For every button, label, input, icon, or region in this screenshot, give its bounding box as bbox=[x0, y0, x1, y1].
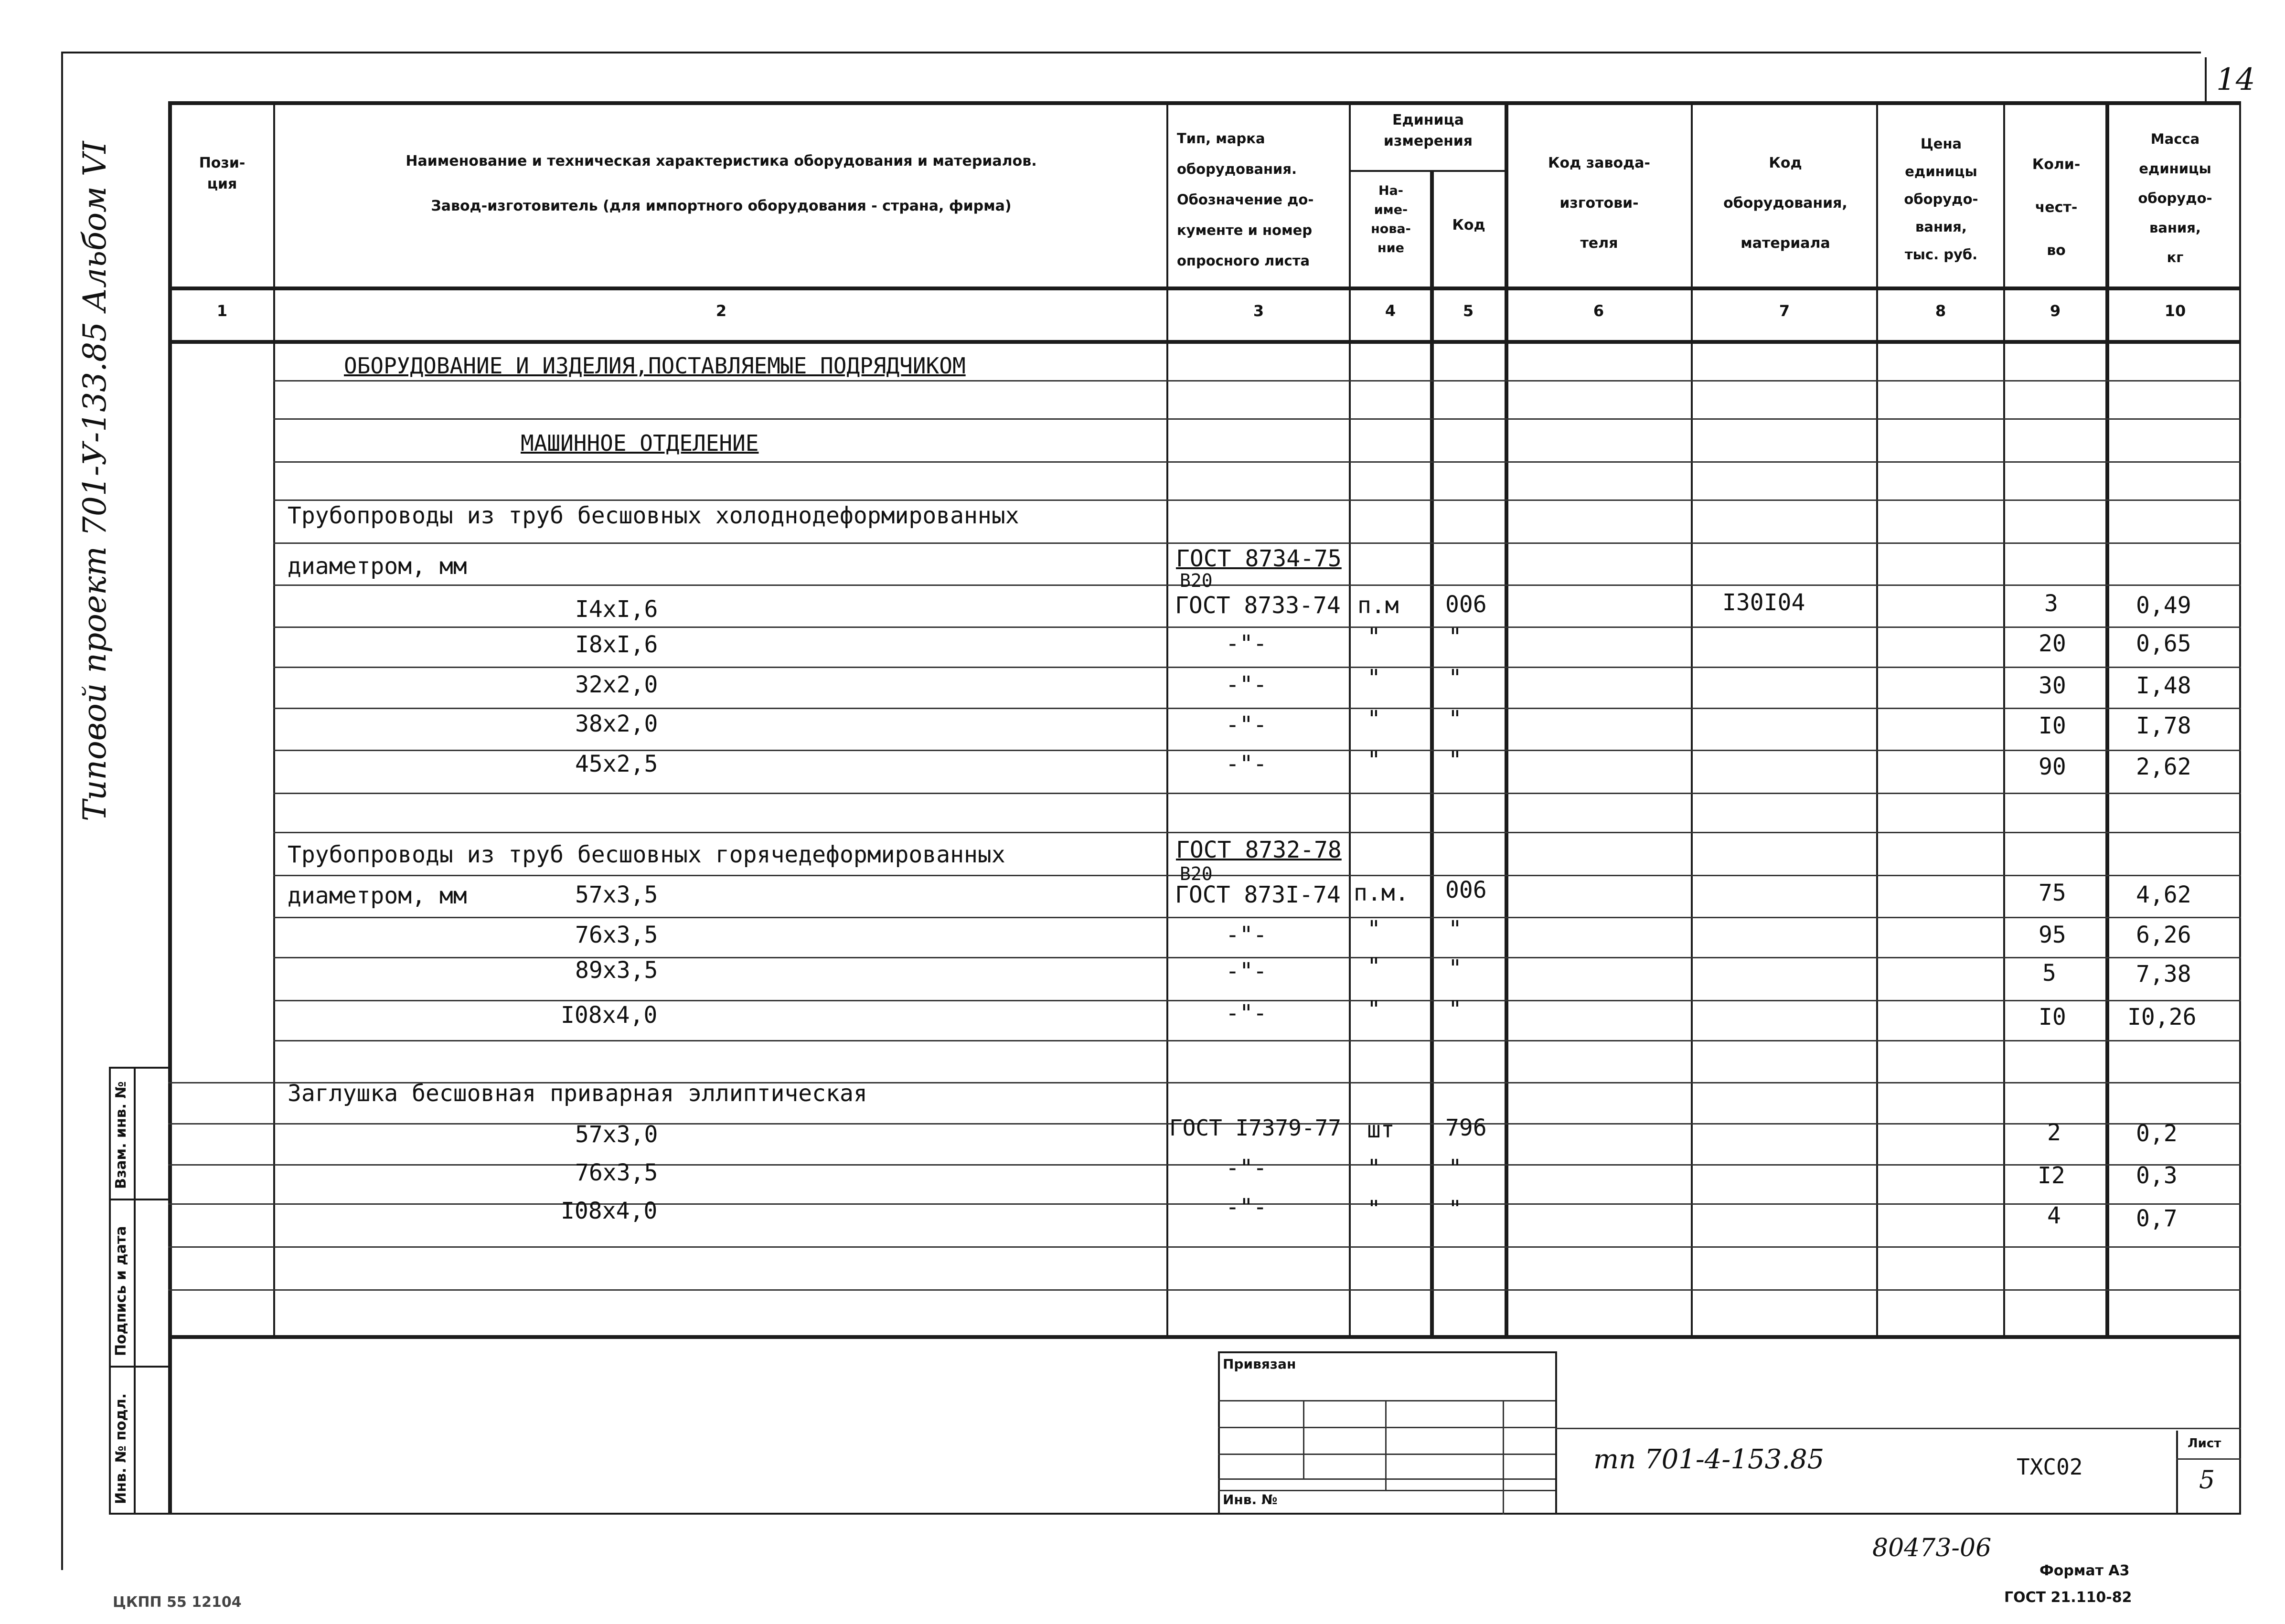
colnum-4: 4 bbox=[1385, 302, 1396, 320]
table-row-gost: -"- bbox=[1226, 1155, 1267, 1181]
row-line bbox=[168, 1289, 2241, 1291]
privyazan-label: Привязан bbox=[1223, 1356, 1296, 1372]
top-border-line bbox=[61, 52, 2201, 53]
colnum-6: 6 bbox=[1593, 302, 1604, 320]
stamp-vzam-inv: Взам. инв. № bbox=[113, 1081, 129, 1189]
table-row-gost: -"- bbox=[1226, 630, 1267, 657]
table-row-mass: I,78 bbox=[2136, 712, 2191, 739]
row-line bbox=[273, 499, 2241, 501]
table-left-line bbox=[168, 101, 172, 1515]
row-line bbox=[273, 461, 2241, 463]
table-row-mass: 6,26 bbox=[2136, 922, 2191, 948]
titleblock-line bbox=[1218, 1427, 1555, 1428]
format-label: Формат А3 bbox=[2039, 1562, 2130, 1579]
table-row-gost: ГОСТ I7379-77 bbox=[1169, 1115, 1342, 1141]
table-row-code: 006 bbox=[1445, 591, 1487, 618]
inv-no-label: Инв. № bbox=[1223, 1492, 1278, 1507]
table-row-gost: -"- bbox=[1226, 751, 1267, 777]
table-row-name: I08x4,0 bbox=[561, 1002, 658, 1029]
group1-steel: В20 bbox=[1180, 570, 1213, 591]
table-row-qty: 90 bbox=[2039, 754, 2066, 780]
section-subtitle: МАШИННОЕ ОТДЕЛЕНИЕ bbox=[521, 430, 759, 456]
sheet-corner-number: 14 bbox=[2216, 62, 2255, 97]
table-row-name: 32x2,0 bbox=[575, 671, 658, 698]
table-row-unit: " bbox=[1367, 706, 1381, 732]
doc-code: TXC02 bbox=[2017, 1454, 2083, 1480]
stamp-signature-date: Подпись и дата bbox=[113, 1226, 129, 1356]
table-row-gost: -"- bbox=[1226, 671, 1267, 698]
header-name-line2: Завод-изготовитель (для импортного оборудования - страна, фирма) bbox=[431, 198, 1012, 214]
table-row-mass: 0,3 bbox=[2136, 1162, 2178, 1189]
table-row-code: " bbox=[1448, 665, 1462, 691]
row-line bbox=[168, 1246, 2241, 1248]
row-line bbox=[168, 1164, 2241, 1166]
table-row-unit: п.м bbox=[1357, 592, 1399, 619]
group2-title: Трубопроводы из труб бесшовных горячедеформированных bbox=[288, 841, 1005, 868]
table-row-unit: " bbox=[1367, 1196, 1381, 1222]
table-row-code: " bbox=[1448, 955, 1462, 982]
table-row-mass: 0,7 bbox=[2136, 1205, 2178, 1232]
col-line-5 bbox=[1430, 172, 1434, 1337]
group2-gost-top: ГОСТ 8732-78 bbox=[1176, 837, 1342, 863]
group1-gost-top: ГОСТ 8734-75 bbox=[1176, 545, 1342, 572]
table-row-name: I4xI,6 bbox=[575, 596, 658, 623]
row-line bbox=[273, 832, 2241, 833]
side-stamp-mid bbox=[134, 1067, 136, 1515]
row-line bbox=[168, 1203, 2241, 1205]
titleblock-line bbox=[1503, 1400, 1504, 1515]
row-line bbox=[273, 418, 2241, 420]
header-unit-code: Код bbox=[1452, 217, 1485, 234]
titleblock-line bbox=[1218, 1400, 1555, 1401]
header-quantity: Коли- чест- во bbox=[2032, 156, 2081, 259]
titleblock-line bbox=[1218, 1490, 1555, 1491]
header-factory-code: Код завода- изготови- теля bbox=[1548, 155, 1650, 252]
table-row-unit: шт bbox=[1367, 1116, 1395, 1143]
table-row-name: 89x3,5 bbox=[575, 957, 658, 984]
table-row-name: 76x3,5 bbox=[575, 1159, 658, 1186]
table-row-mass: 2,62 bbox=[2136, 754, 2191, 780]
table-row-qty: 2 bbox=[2047, 1119, 2061, 1146]
colnum-1: 1 bbox=[216, 302, 228, 320]
colnum-2: 2 bbox=[715, 302, 727, 320]
row-line bbox=[273, 542, 2241, 544]
table-row-name: 45x2,5 bbox=[575, 751, 658, 777]
table-row-unit: " bbox=[1367, 747, 1381, 774]
sheet-number: 5 bbox=[2199, 1466, 2215, 1495]
gost-footer: ГОСТ 21.110-82 bbox=[2004, 1589, 2132, 1606]
table-row-code: " bbox=[1448, 706, 1462, 732]
group1-title: Трубопроводы из труб бесшовных холоднодеформированных bbox=[288, 502, 1019, 529]
table-row-code: " bbox=[1448, 1155, 1462, 1181]
titleblock-line bbox=[1218, 1351, 1557, 1353]
table-row-mass: 0,2 bbox=[2136, 1120, 2178, 1147]
sheet-box-line bbox=[2176, 1458, 2241, 1460]
table-row-qty: 75 bbox=[2039, 880, 2066, 906]
table-row-name: I08x4,0 bbox=[561, 1198, 658, 1224]
group1-diameter: диаметром, мм bbox=[288, 553, 467, 580]
left-border-line bbox=[61, 52, 63, 1570]
project-code: тп 701-4-153.85 bbox=[1593, 1444, 1825, 1475]
colnum-7: 7 bbox=[1779, 302, 1790, 320]
row-line bbox=[273, 1040, 2241, 1041]
unit-group-line bbox=[1349, 170, 1506, 172]
row-line bbox=[273, 584, 2241, 586]
table-row-qty: 20 bbox=[2039, 630, 2066, 657]
titleblock-line bbox=[1555, 1351, 1557, 1515]
table-top-line bbox=[168, 101, 2241, 105]
table-row-qty: I2 bbox=[2038, 1162, 2065, 1189]
table-row-name: 57x3,5 bbox=[575, 881, 658, 908]
table-row-material: I30I04 bbox=[1722, 589, 1805, 616]
handwritten-number: 80473-06 bbox=[1872, 1534, 1992, 1562]
table-row-code: 006 bbox=[1445, 877, 1487, 903]
row-line bbox=[273, 708, 2241, 709]
table-row-gost: -"- bbox=[1226, 711, 1267, 738]
row-line bbox=[273, 626, 2241, 628]
table-row-code: " bbox=[1448, 747, 1462, 774]
side-stamp-line bbox=[109, 1199, 168, 1200]
table-row-gost: -"- bbox=[1226, 958, 1267, 985]
table-row-mass: 7,38 bbox=[2136, 961, 2191, 987]
table-row-name: I8xI,6 bbox=[575, 631, 658, 658]
table-row-unit: " bbox=[1367, 916, 1381, 943]
table-body-bottom bbox=[168, 1335, 2241, 1339]
colnum-3: 3 bbox=[1253, 302, 1264, 320]
table-row-unit: п.м. bbox=[1354, 880, 1409, 906]
header-material-code: Код оборудования, материала bbox=[1723, 155, 1847, 252]
table-row-gost: -"- bbox=[1226, 1000, 1267, 1027]
header-position: Пози- ция bbox=[199, 155, 246, 192]
corner-box-left bbox=[2205, 57, 2207, 105]
table-row-qty: 3 bbox=[2044, 590, 2058, 617]
table-row-code: " bbox=[1448, 624, 1462, 650]
table-row-gost: -"- bbox=[1226, 1194, 1267, 1221]
table-row-code: " bbox=[1448, 996, 1462, 1023]
colnum-8: 8 bbox=[1935, 302, 1946, 320]
table-row-gost: ГОСТ 8733-74 bbox=[1175, 592, 1341, 619]
table-row-gost: ГОСТ 873I-74 bbox=[1175, 881, 1341, 908]
group3-title: Заглушка бесшовная приварная эллиптическая bbox=[288, 1080, 867, 1107]
row-line bbox=[273, 917, 2241, 918]
printer-code: ЦКПП 55 12104 bbox=[113, 1594, 242, 1611]
header-price: Цена единицы оборудо- вания, тыс. руб. bbox=[1904, 136, 1978, 263]
table-row-qty: 5 bbox=[2042, 960, 2056, 987]
margin-note: Типовой проект 701-У-133.85 Альбом VI bbox=[76, 141, 113, 821]
table-row-code: 796 bbox=[1445, 1115, 1487, 1141]
header-unit-name: На- име- нова- ние bbox=[1371, 183, 1411, 255]
table-row-unit: " bbox=[1367, 665, 1381, 691]
table-row-qty: I0 bbox=[2039, 1004, 2066, 1030]
group2-steel: В20 bbox=[1180, 863, 1213, 884]
table-row-mass: 4,62 bbox=[2136, 881, 2191, 908]
table-row-unit: " bbox=[1367, 996, 1381, 1023]
table-row-qty: 95 bbox=[2039, 922, 2066, 948]
table-row-unit: " bbox=[1367, 953, 1381, 980]
titleblock-line bbox=[1218, 1454, 1555, 1455]
colnum-10: 10 bbox=[2164, 302, 2186, 320]
side-stamp-line bbox=[109, 1067, 168, 1069]
table-row-name: 38x2,0 bbox=[575, 711, 658, 737]
table-row-code: " bbox=[1448, 1196, 1462, 1222]
header-unit-group: Единица измерения bbox=[1383, 112, 1473, 149]
header-bottom-line bbox=[168, 287, 2241, 290]
table-row-name: 76x3,5 bbox=[575, 922, 658, 948]
header-mass: Масса единицы оборудо- вания, кг bbox=[2138, 131, 2212, 265]
group2-diameter: диаметром, мм bbox=[288, 882, 467, 909]
colnum-9: 9 bbox=[2050, 302, 2061, 320]
table-row-qty: 30 bbox=[2039, 672, 2066, 699]
table-row-mass: I,48 bbox=[2136, 672, 2191, 699]
table-row-mass: 0,49 bbox=[2136, 592, 2191, 619]
colnum-5: 5 bbox=[1463, 302, 1474, 320]
table-row-mass: I0,26 bbox=[2127, 1004, 2197, 1030]
row-line bbox=[273, 793, 2241, 794]
side-stamp-line bbox=[109, 1366, 168, 1368]
table-row-unit: " bbox=[1367, 624, 1381, 650]
bottom-border-line bbox=[111, 1513, 2241, 1515]
row-line bbox=[273, 875, 2241, 876]
sheet-box-left bbox=[2176, 1431, 2178, 1515]
titleblock-line bbox=[1385, 1400, 1387, 1491]
header-name-line1: Наименование и техническая характеристика оборудования и материалов. bbox=[406, 153, 1037, 170]
titleblock-line bbox=[1303, 1400, 1304, 1478]
titleblock-line bbox=[1218, 1478, 1555, 1480]
table-row-gost: -"- bbox=[1226, 922, 1267, 948]
table-row-unit: " bbox=[1367, 1155, 1381, 1181]
table-row-mass: 0,65 bbox=[2136, 630, 2191, 657]
sheet-label: Лист bbox=[2188, 1436, 2221, 1451]
side-stamp-left bbox=[109, 1067, 111, 1515]
section-title: ОБОРУДОВАНИЕ И ИЗДЕЛИЯ,ПОСТАВЛЯЕМЫЕ ПОДРЯДЧИКОМ bbox=[344, 353, 966, 379]
table-row-name: 57x3,0 bbox=[575, 1121, 658, 1148]
table-row-qty: 4 bbox=[2047, 1202, 2061, 1229]
row-line bbox=[273, 380, 2241, 382]
row-line bbox=[273, 667, 2241, 668]
table-row-code: " bbox=[1448, 916, 1462, 943]
numrow-bottom-line bbox=[168, 340, 2241, 344]
header-type: Тип, марка оборудования. Обозначение до- кументе и номер опросного листа bbox=[1177, 130, 1314, 269]
stamp-inv-podl: Инв. № подл. bbox=[113, 1393, 129, 1504]
table-row-qty: I0 bbox=[2039, 712, 2066, 739]
titleblock-line bbox=[1555, 1428, 2241, 1429]
